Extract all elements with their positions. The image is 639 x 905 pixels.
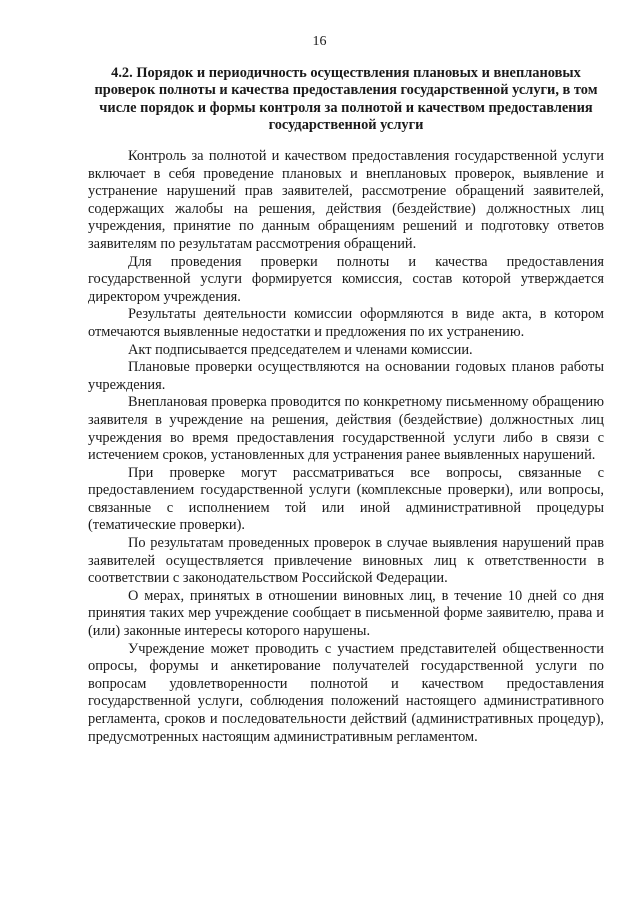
- paragraph-violations: По результатам проведенных проверок в случае выявления нарушений прав заявителей осуществляется привлечение виновных лиц к ответственности в соответствии с законодательством Российской Федерации.: [88, 535, 604, 587]
- paragraph-planned-checks: Плановые проверки осуществляются на основании годовых планов работы учреждения.: [88, 359, 604, 393]
- paragraph-act-signing: Акт подписывается председателем и членами комиссии.: [128, 341, 473, 358]
- paragraph-commission: Для проведения проверки полноты и качества предоставления государственной услуги формируется комиссия, состав которой утверждается директором учреждения.: [88, 253, 604, 305]
- paragraph-check-questions: При проверке могут рассматриваться все вопросы, связанные с предоставлением государственной услуги (комплексные проверки), или вопросы, связанные с исполнением той или иной административной процедуры (тематические проверки).: [88, 464, 604, 534]
- page-number: 16: [312, 34, 327, 49]
- paragraph-public-surveys: Учреждение может проводить с участием представителей общественности опросы, форумы и анкетирование получателей государственной услуги по вопросам удовлетворенности полнотой и качеством предоставления государственной услуги, соблюдения положений настоящего административного регламента, сроков и последовательности действий (административных процедур), предусмотренных настоящим административным регламентом.: [88, 640, 604, 745]
- paragraph-act-results: Результаты деятельности комиссии оформляются в виде акта, в котором отмечаются выявленные недостатки и предложения по их устранению.: [88, 306, 604, 340]
- paragraph-measures-notice: О мерах, принятых в отношении виновных лиц, в течение 10 дней со дня принятия таких мер учреждение сообщает в письменной форме заявителю, права и (или) законные интересы которого нарушены.: [88, 587, 604, 640]
- paragraph-control-scope: Контроль за полнотой и качеством предоставления государственной услуги включает в себя проведение плановых и внеплановых проверок, выявление и устранение нарушений прав заявителей, рассмотрение обращений заявителей, содержащих жалобы на решения, действия (бездействие) должностных лиц учреждения, принятие по данным обращениям решений и подготовку ответов заявителям по результатам рассмотрения обращений.: [88, 148, 604, 252]
- paragraph-unplanned-checks: Внеплановая проверка проводится по конкретному письменному обращению заявителя в учреждение на решения, действия (бездействие) должностных лиц учреждения во время предоставления государственной услуги либо в связи с истечением сроков, установленных для устранения ранее выявленных нарушений.: [88, 394, 604, 464]
- section-heading: 4.2. Порядок и периодичность осуществления плановых и внеплановых проверок полноты и качества предоставления государственной услуги, в том числе порядок и формы контроля за полнотой и качеством предоставления государственной услуги: [94, 65, 598, 134]
- section-body: [88, 148, 604, 746]
